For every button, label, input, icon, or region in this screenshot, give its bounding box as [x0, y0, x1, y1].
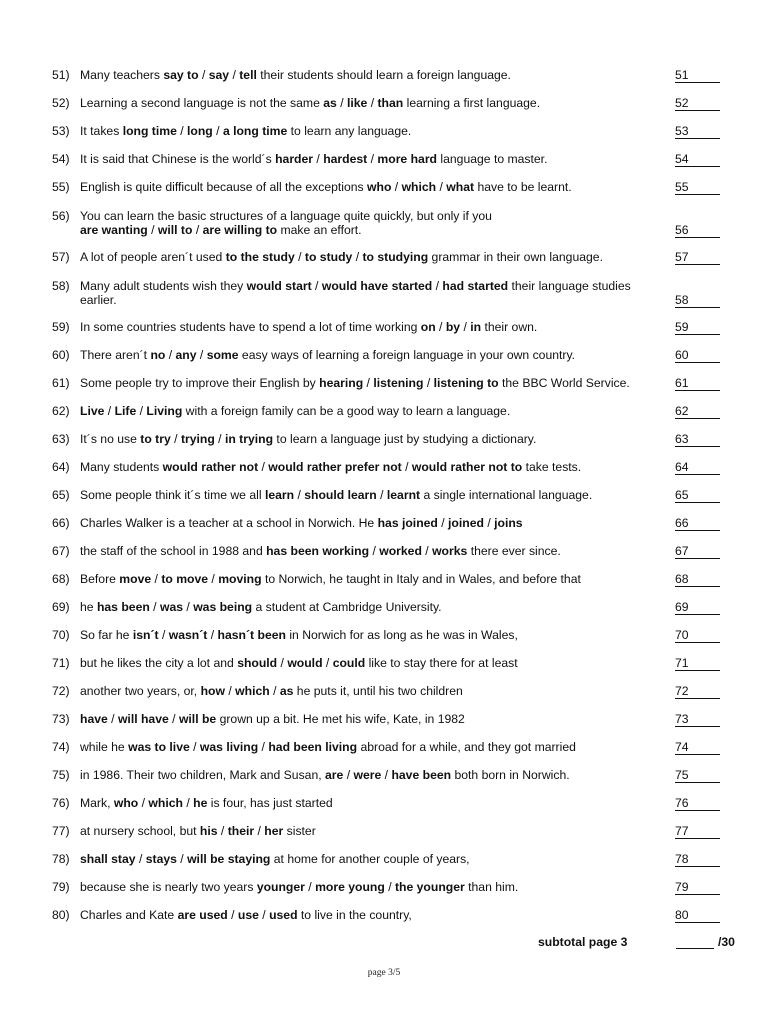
answer-option[interactable]: are willing to — [202, 223, 278, 237]
answer-option[interactable]: learn — [264, 488, 295, 502]
question-text: have / will have / will be grown up a bit. He met his wife, Kate, in 1982 — [80, 712, 465, 726]
answer-option[interactable]: shall stay — [80, 852, 136, 866]
answer-option[interactable]: her — [264, 824, 284, 838]
answer-blank[interactable]: 53 — [675, 124, 720, 139]
question-text: Many teachers say to / say / tell their students should learn a foreign language. — [80, 68, 511, 82]
answer-blank[interactable]: 65 — [675, 488, 720, 503]
answer-blank[interactable]: 76 — [675, 796, 720, 811]
answer-option[interactable]: were — [353, 768, 382, 782]
answer-option[interactable]: are used — [177, 908, 228, 922]
question-text: Some people think it´s time we all learn / should learn / learnt a single international language. — [80, 488, 593, 502]
question-number: 53) — [52, 124, 70, 138]
answer-option[interactable]: like — [346, 96, 368, 110]
question-number: 66) — [52, 516, 70, 530]
answer-option[interactable]: long — [187, 124, 213, 138]
question-number: 77) — [52, 824, 70, 838]
question-number: 68) — [52, 572, 70, 586]
answer-blank[interactable]: 51 — [675, 68, 720, 83]
question-number: 71) — [52, 656, 70, 670]
answer-blank[interactable]: 63 — [675, 432, 720, 447]
answer-option[interactable]: trying — [180, 432, 215, 446]
answer-option[interactable]: who — [367, 180, 392, 194]
answer-option[interactable]: Live — [80, 404, 105, 418]
answer-option[interactable]: was to live — [128, 740, 190, 754]
answer-option[interactable]: joins — [494, 516, 523, 530]
answer-blank[interactable]: 68 — [675, 572, 720, 587]
question-text: Charles Walker is a teacher at a school in Norwich. He has joined / joined / joins — [80, 516, 523, 530]
answer-option[interactable]: his — [199, 824, 218, 838]
answer-blank[interactable]: 64 — [675, 460, 720, 475]
question-number: 76) — [52, 796, 70, 810]
question-text: English is quite difficult because of all the exceptions who / which / what have to be learnt. — [80, 180, 572, 194]
answer-option[interactable]: should — [237, 656, 278, 670]
answer-option[interactable]: long time — [122, 124, 177, 138]
answer-blank[interactable]: 57 — [675, 250, 720, 265]
question-text: another two years, or, how / which / as he puts it, until his two children — [80, 684, 463, 698]
question-number: 74) — [52, 740, 70, 754]
answer-option[interactable]: joined — [448, 516, 484, 530]
question-number: 70) — [52, 628, 70, 642]
answer-blank[interactable]: 69 — [675, 600, 720, 615]
answer-blank[interactable]: 72 — [675, 684, 720, 699]
question-number: 61) — [52, 376, 70, 390]
answer-option[interactable]: which — [235, 684, 270, 698]
question-text: at nursery school, but his / their / her sister — [80, 824, 316, 838]
answer-option[interactable]: use — [237, 908, 259, 922]
question-number: 73) — [52, 712, 70, 726]
answer-option[interactable]: than — [377, 96, 404, 110]
answer-blank[interactable]: 55 — [675, 180, 720, 195]
answer-blank[interactable]: 61 — [675, 376, 720, 391]
answer-option[interactable]: younger — [256, 880, 305, 894]
question-text: the staff of the school in 1988 and has been working / worked / works there ever since. — [80, 544, 561, 558]
answer-option[interactable]: would — [287, 656, 323, 670]
answer-blank[interactable]: 60 — [675, 348, 720, 363]
question-text: Live / Life / Living with a foreign family can be a good way to learn a language. — [80, 404, 511, 418]
question-number: 57) — [52, 250, 70, 264]
question-number: 75) — [52, 768, 70, 782]
answer-option[interactable]: harder — [275, 152, 314, 166]
answer-blank[interactable]: 58 — [675, 293, 720, 308]
answer-option[interactable]: was living — [199, 740, 259, 754]
question-number: 60) — [52, 348, 70, 362]
answer-option[interactable]: has joined — [377, 516, 438, 530]
answer-option[interactable]: would have started — [321, 279, 433, 293]
answer-blank[interactable]: 70 — [675, 628, 720, 643]
answer-blank[interactable]: 66 — [675, 516, 720, 531]
answer-option[interactable]: say to — [163, 68, 199, 82]
answer-option[interactable]: to try — [140, 432, 171, 446]
answer-option[interactable]: the younger — [394, 880, 465, 894]
answer-option[interactable]: on — [420, 320, 436, 334]
answer-option[interactable]: should learn — [304, 488, 377, 502]
answer-option[interactable]: any — [175, 348, 197, 362]
answer-option[interactable]: to move — [161, 572, 209, 586]
question-text: Mark, who / which / he is four, has just started — [80, 796, 333, 810]
answer-option[interactable]: who — [113, 796, 139, 810]
question-text: because she is nearly two years younger / more young / the younger than him. — [80, 880, 519, 894]
answer-option[interactable]: what — [446, 180, 475, 194]
answer-option[interactable]: hardest — [323, 152, 368, 166]
answer-option[interactable]: used — [269, 908, 298, 922]
subtotal-blank[interactable] — [676, 935, 714, 949]
question-text: So far he isn´t / wasn´t / hasn´t been in Norwich for as long as he was in Wales, — [80, 628, 518, 642]
question-text: Charles and Kate are used / use / used to live in the country, — [80, 908, 412, 922]
question-text: It is said that Chinese is the world´s harder / hardest / more hard language to master. — [80, 152, 548, 166]
question-text: he has been / was / was being a student at Cambridge University. — [80, 600, 442, 614]
question-text: In some countries students have to spend a lot of time working on / by / in their own. — [80, 320, 538, 334]
answer-option[interactable]: would rather prefer not — [268, 460, 402, 474]
answer-option[interactable]: a long time — [222, 124, 288, 138]
answer-option[interactable]: to studying — [362, 250, 429, 264]
answer-blank[interactable]: 62 — [675, 404, 720, 419]
answer-blank[interactable]: 77 — [675, 824, 720, 839]
question-text: Many students would rather not / would rather prefer not / would rather not to take tests. — [80, 460, 582, 474]
question-number: 65) — [52, 488, 70, 502]
answer-option[interactable]: had started — [442, 279, 509, 293]
question-text: It takes long time / long / a long time to learn any language. — [80, 124, 412, 138]
answer-option[interactable]: would rather not — [162, 460, 259, 474]
answer-option[interactable]: could — [332, 656, 366, 670]
answer-option[interactable]: was being — [193, 600, 253, 614]
question-text: shall stay / stays / will be staying at home for another couple of years, — [80, 852, 470, 866]
answer-option[interactable]: no — [150, 348, 166, 362]
question-number: 63) — [52, 432, 70, 446]
question-text: Learning a second language is not the same as / like / than learning a first language. — [80, 96, 541, 110]
answer-blank[interactable]: 80 — [675, 908, 720, 923]
answer-blank[interactable]: 56 — [675, 223, 720, 238]
question-number: 62) — [52, 404, 70, 418]
question-number: 78) — [52, 852, 70, 866]
answer-option[interactable]: to study — [304, 250, 353, 264]
question-number: 72) — [52, 684, 70, 698]
subtotal-label: subtotal page 3 — [538, 935, 628, 949]
question-text: You can learn the basic structures of a language quite quickly, but only if you are wanting / will to / are willing to make an effort. — [80, 209, 492, 237]
answer-blank[interactable]: 73 — [675, 712, 720, 727]
answer-option[interactable]: has been working — [266, 544, 370, 558]
question-number: 69) — [52, 600, 70, 614]
answer-option[interactable]: by — [445, 320, 461, 334]
answer-option[interactable]: how — [200, 684, 225, 698]
answer-option[interactable]: tell — [239, 68, 257, 82]
answer-option[interactable]: their — [227, 824, 255, 838]
answer-option[interactable]: moving — [218, 572, 262, 586]
answer-option[interactable]: will be — [178, 712, 217, 726]
question-number: 52) — [52, 96, 70, 110]
question-number: 51) — [52, 68, 70, 82]
answer-option[interactable]: hearing — [319, 376, 364, 390]
answer-option[interactable]: would rather not to — [411, 460, 523, 474]
answer-option[interactable]: will have — [117, 712, 169, 726]
question-number: 67) — [52, 544, 70, 558]
answer-blank[interactable]: 59 — [675, 320, 720, 335]
answer-option[interactable]: listening to — [433, 376, 499, 390]
question-text: Many adult students wish they would start / would have started / had started their language studies earlier. — [80, 279, 631, 307]
answer-blank[interactable]: 74 — [675, 740, 720, 755]
answer-blank[interactable]: 78 — [675, 852, 720, 867]
question-text: A lot of people aren´t used to the study / to study / to studying grammar in their own language. — [80, 250, 603, 264]
answer-option[interactable]: learnt — [386, 488, 421, 502]
answer-option[interactable]: as — [279, 684, 294, 698]
answer-option[interactable]: wasn´t — [168, 628, 208, 642]
answer-option[interactable]: say — [208, 68, 230, 82]
answer-option[interactable]: are wanting — [80, 223, 148, 237]
answer-option[interactable]: some — [206, 348, 239, 362]
page-number: page 3/5 — [367, 968, 401, 978]
question-number: 79) — [52, 880, 70, 894]
question-number: 58) — [52, 279, 70, 293]
subtotal-score: /30 — [718, 935, 735, 949]
answer-option[interactable]: works — [432, 544, 468, 558]
question-text: There aren´t no / any / some easy ways of learning a foreign language in your own country. — [80, 348, 576, 362]
answer-blank[interactable]: 52 — [675, 96, 720, 111]
answer-option[interactable]: Living — [146, 404, 183, 418]
answer-option[interactable]: Life — [114, 404, 137, 418]
answer-option[interactable]: would start — [246, 279, 312, 293]
answer-option[interactable]: as — [323, 96, 337, 110]
answer-option[interactable]: has been — [96, 600, 150, 614]
answer-option[interactable]: in — [470, 320, 482, 334]
answer-option[interactable]: which — [401, 180, 437, 194]
answer-blank[interactable]: 75 — [675, 768, 720, 783]
question-number: 64) — [52, 460, 70, 474]
question-number: 55) — [52, 180, 70, 194]
answer-option[interactable]: will be staying — [187, 852, 271, 866]
answer-option[interactable]: in trying — [224, 432, 274, 446]
question-text: in 1986. Their two children, Mark and Susan, are / were / have been both born in Norwich. — [80, 768, 570, 782]
question-text: but he likes the city a lot and should / would / could like to stay there for at least — [80, 656, 518, 670]
answer-option[interactable]: to the study — [225, 250, 295, 264]
answer-option[interactable]: move — [119, 572, 152, 586]
answer-blank[interactable]: 79 — [675, 880, 720, 895]
answer-option[interactable]: which — [148, 796, 183, 810]
answer-option[interactable]: are — [325, 768, 344, 782]
answer-option[interactable]: isn´t — [132, 628, 159, 642]
answer-blank[interactable]: 67 — [675, 544, 720, 559]
answer-blank[interactable]: 54 — [675, 152, 720, 167]
question-number: 56) — [52, 209, 70, 223]
answer-option[interactable]: was — [159, 600, 184, 614]
answer-option[interactable]: stays — [145, 852, 177, 866]
answer-option[interactable]: had been living — [268, 740, 358, 754]
question-number: 80) — [52, 908, 70, 922]
question-text: Some people try to improve their English by hearing / listening / listening to the BBC World Service. — [80, 376, 630, 390]
answer-option[interactable]: worked — [379, 544, 422, 558]
answer-option[interactable]: more hard — [377, 152, 438, 166]
answer-option[interactable]: more young — [315, 880, 385, 894]
question-number: 59) — [52, 320, 70, 334]
question-text: Before move / to move / moving to Norwich, he taught in Italy and in Wales, and before that — [80, 572, 581, 586]
question-text: while he was to live / was living / had been living abroad for a while, and they got married — [80, 740, 576, 754]
answer-option[interactable]: listening — [373, 376, 424, 390]
question-number: 54) — [52, 152, 70, 166]
answer-option[interactable]: have been — [391, 768, 452, 782]
question-text: It´s no use to try / trying / in trying to learn a language just by studying a dictionary. — [80, 432, 537, 446]
answer-option[interactable]: have — [80, 712, 108, 726]
answer-blank[interactable]: 71 — [675, 656, 720, 671]
answer-option[interactable]: he — [193, 796, 208, 810]
answer-option[interactable]: will to — [157, 223, 193, 237]
answer-option[interactable]: hasn´t been — [217, 628, 286, 642]
